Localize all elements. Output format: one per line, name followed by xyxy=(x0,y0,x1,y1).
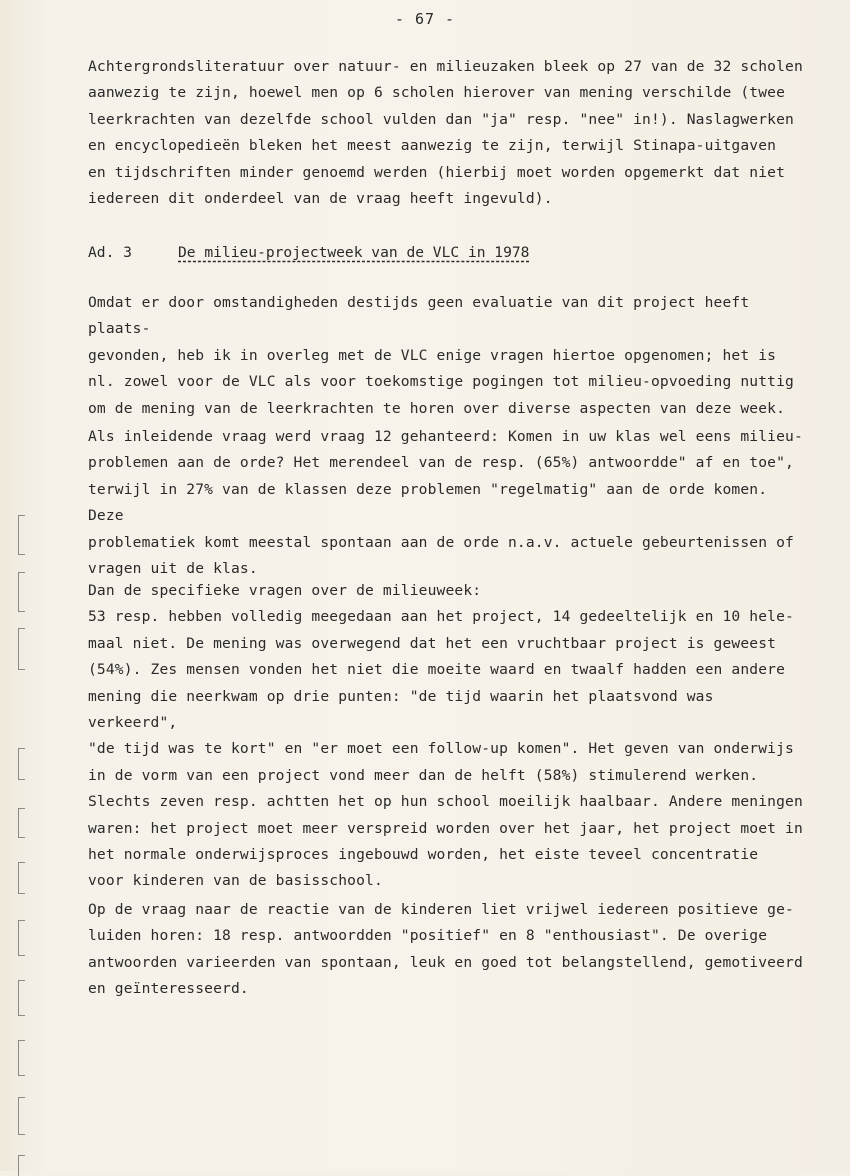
binder-mark xyxy=(18,748,25,780)
paragraph-introductory-question: Als inleidende vraag werd vraag 12 gehanteerd: Komen in uw klas wel eens milieu- problemen aan de orde? Het merendeel van de resp. (65%) antwoordde" af en toe", terwijl in 27% van de klassen deze problemen "regelmatig" aan de orde komen. Deze problematiek komt meestal spontaan aan de orde n.a.v. actuele gebeurtenissen of vragen uit de klas. xyxy=(88,428,803,578)
section-title: De milieu-projectweek van de VLC in 1978 xyxy=(178,244,530,261)
binder-mark xyxy=(18,1155,25,1176)
binder-mark xyxy=(18,1097,25,1135)
paragraph-evaluation-intro: Omdat er door omstandigheden destijds geen evaluatie van dit project heeft plaats- gevonden, heb ik in overleg met de VLC enige vragen hiertoe opgenomen; het is nl. zowel voor de VLC als voor toekomstige pogingen tot milieu-opvoeding nuttig om de mening van de leerkrachten te horen over diverse aspecten van deze week. xyxy=(88,294,794,417)
binder-mark xyxy=(18,1040,25,1076)
section-heading xyxy=(88,240,529,266)
binder-mark xyxy=(18,628,25,670)
page-number: - 67 - xyxy=(394,10,456,28)
binder-mark xyxy=(18,980,25,1016)
binder-mark xyxy=(18,862,25,894)
binder-mark xyxy=(18,572,25,612)
paragraph-children-reaction: Op de vraag naar de reactie van de kinderen liet vrijwel iedereen positieve ge- luiden horen: 18 resp. antwoordden "positief" en 8 "enthousiast". De overige antwoorden varieerden van spontaan, leuk en goed tot belangstellend, gemotiveerd en geïnteresseerd. xyxy=(88,901,803,998)
paragraph-specific-questions: Dan de specifieke vragen over de milieuweek: 53 resp. hebben volledig meegedaan aan het project, 14 gedeeltelijk en 10 hele- maal niet. De mening was overwegend dat het een vruchtbaar project is geweest (54%). Zes mensen vonden het niet die moeite waard en twaalf hadden een andere mening die neerkwam op drie punten: "de tijd waarin het plaatsvond was verkeerd", "de tijd was te kort" en "er moet een follow-up komen". Het geven van onderwijs in de vorm van een project vond meer dan de helft (58%) stimulerend werken. Slechts zeven resp. achtten het op hun school moeilijk haalbaar. Andere meningen waren: het project moet meer verspreid worden over het jaar, het project moet in het normale onderwijsproces ingebouwd worden, het eiste teveel concentratie voor kinderen van de basisschool. xyxy=(88,582,803,890)
binder-mark xyxy=(18,920,25,956)
binder-mark xyxy=(18,515,25,555)
binder-mark xyxy=(18,808,25,838)
paragraph-background-literature: Achtergrondsliteratuur over natuur- en milieuzaken bleek op 27 van de 32 scholen aanwezig te zijn, hoewel men op 6 scholen hierover van mening verschilde (twee leerkrachten van dezelfde school vulden dan "ja" resp. "nee" in!). Naslagwerken en encyclopedieën bleken het meest aanwezig te zijn, terwijl Stinapa-uitgaven en tijdschriften minder genoemd werden (hierbij moet worden opgemerkt dat niet iedereen dit onderdeel van de vraag heeft ingevuld). xyxy=(88,58,803,208)
section-number: Ad. 3 xyxy=(88,244,132,261)
